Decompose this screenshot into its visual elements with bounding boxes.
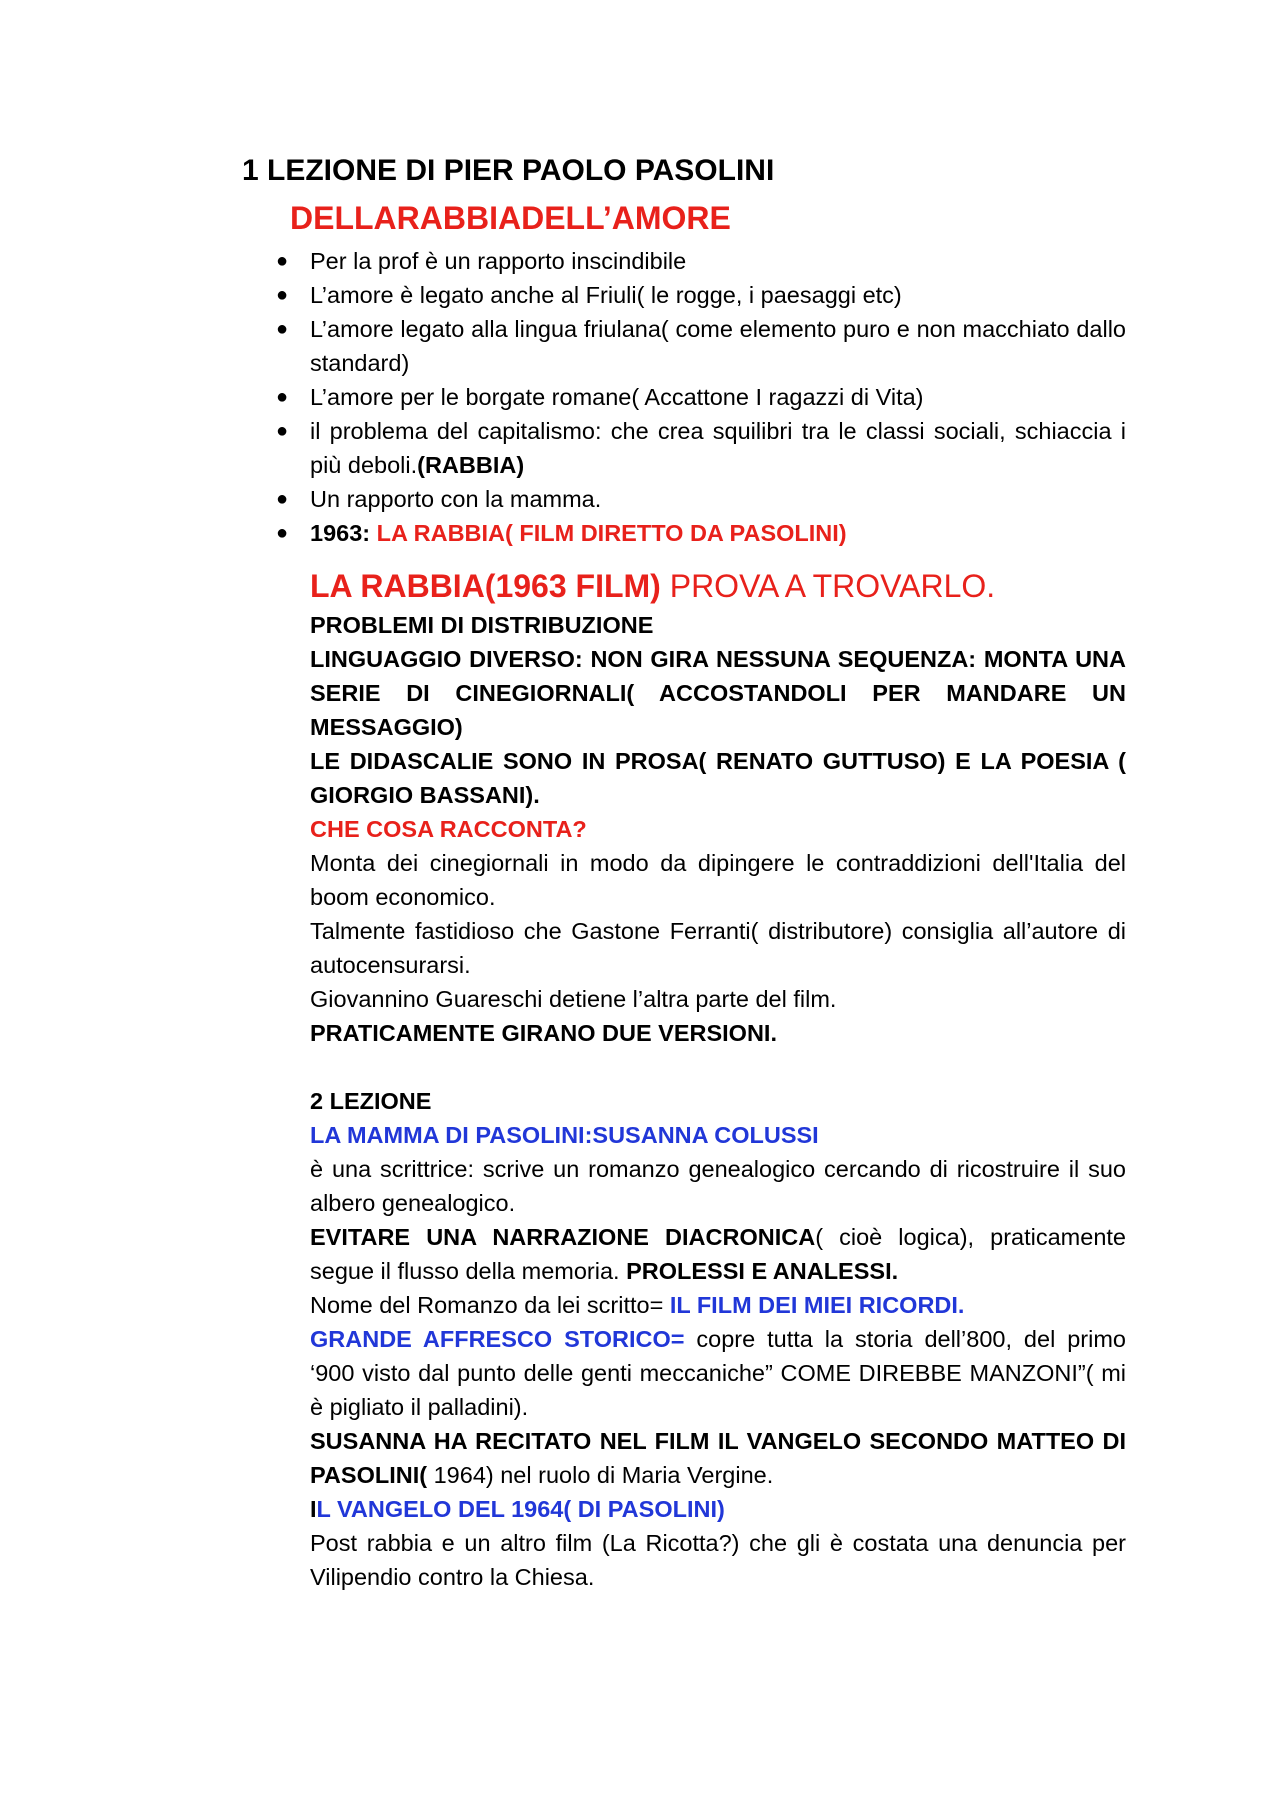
lesson-2-paragraph: SUSANNA HA RECITATO NEL FILM IL VANGELO SECONDO MATTEO DI PASOLINI( 1964) nel ruolo di Maria Vergine.	[310, 1428, 1126, 1488]
two-versions: PRATICAMENTE GIRANO DUE VERSIONI.	[310, 1020, 777, 1046]
list-item: ● L’amore è legato anche al Friuli( le rogge, i paesaggi etc)	[310, 278, 1126, 312]
lesson-2-paragraph: Nome del Romanzo da lei scritto= IL FILM DEI MIEI RICORDI.	[310, 1292, 965, 1318]
lesson-2-heading: 2 LEZIONE	[310, 1088, 432, 1114]
lesson-2-paragraph: GRANDE AFFRESCO STORICO= copre tutta la storia dell’800, del primo ‘900 visto dal punto delle genti meccaniche” COME DIREBBE MANZONI”( mi è pigliato il palladini).	[310, 1326, 1126, 1420]
lesson-2-paragraph: Post rabbia e un altro film (La Ricotta?) che gli è costata una denuncia per Vilipendio contro la Chiesa.	[310, 1530, 1126, 1590]
rabbia-paragraph: Talmente fastidioso che Gastone Ferranti( distributore) consiglia all’autore di autocensurarsi.	[310, 918, 1126, 978]
bullet-icon: ●	[276, 284, 289, 306]
bullet-icon: ●	[276, 522, 289, 544]
distribution-problems: PROBLEMI DI DISTRIBUZIONE	[310, 612, 654, 638]
bullet-icon: ●	[276, 318, 289, 340]
bullet-list	[276, 244, 1126, 550]
list-item: ● 1963: LA RABBIA( FILM DIRETTO DA PASOLINI)	[310, 516, 1126, 550]
what-it-tells-heading: CHE COSA RACCONTA?	[310, 816, 587, 842]
bullet-icon: ●	[276, 420, 289, 442]
rabbia-paragraph: Giovannino Guareschi detiene l’altra parte del film.	[310, 986, 837, 1012]
bullet-icon: ●	[276, 250, 289, 272]
document-body	[276, 244, 1126, 1594]
different-language: LINGUAGGIO DIVERSO: NON GIRA NESSUNA SEQUENZA: MONTA UNA SERIE DI CINEGIORNALI( ACCOSTANDOLI PER MANDARE UN MESSAGGIO)	[310, 646, 1126, 740]
list-item: ● Per la prof è un rapporto inscindibile	[310, 244, 1126, 278]
lesson-2-paragraph: è una scrittrice: scrive un romanzo genealogico cercando di ricostruire il suo albero genealogico.	[310, 1156, 1126, 1216]
lesson-2-paragraph: EVITARE UNA NARRAZIONE DIACRONICA( cioè logica), praticamente segue il flusso della memoria. PROLESSI E ANALESSI.	[310, 1224, 1126, 1284]
rabbia-heading: LA RABBIA(1963 FILM) PROVA A TROVARLO.	[310, 568, 996, 604]
list-item: ● L’amore legato alla lingua friulana( come elemento puro e non macchiato dallo standard)	[310, 312, 1126, 380]
rabbia-paragraph: Monta dei cinegiornali in modo da dipingere le contraddizioni dell'Italia del boom economico.	[310, 850, 1126, 910]
bullet-icon: ●	[276, 488, 289, 510]
list-item: ● Un rapporto con la mamma.	[310, 482, 1126, 516]
captions-prose-poetry: LE DIDASCALIE SONO IN PROSA( RENATO GUTTUSO) E LA POESIA ( GIORGIO BASSANI).	[310, 748, 1126, 808]
list-item: ● il problema del capitalismo: che crea squilibri tra le classi sociali, schiaccia i più deboli.(RABBIA)	[310, 414, 1126, 482]
vangelo-heading: IL VANGELO DEL 1964( DI PASOLINI)	[310, 1496, 725, 1522]
spacer	[310, 1050, 1126, 1084]
list-item: ● L’amore per le borgate romane( Accattone I ragazzi di Vita)	[310, 380, 1126, 414]
lesson-1-title: 1 LEZIONE DI PIER PAOLO PASOLINI	[242, 154, 775, 187]
subtitle-rabbia-amore: DELLARABBIADELL’AMORE	[290, 200, 731, 236]
mamma-heading: LA MAMMA DI PASOLINI:SUSANNA COLUSSI	[310, 1122, 819, 1148]
bullet-icon: ●	[276, 386, 289, 408]
